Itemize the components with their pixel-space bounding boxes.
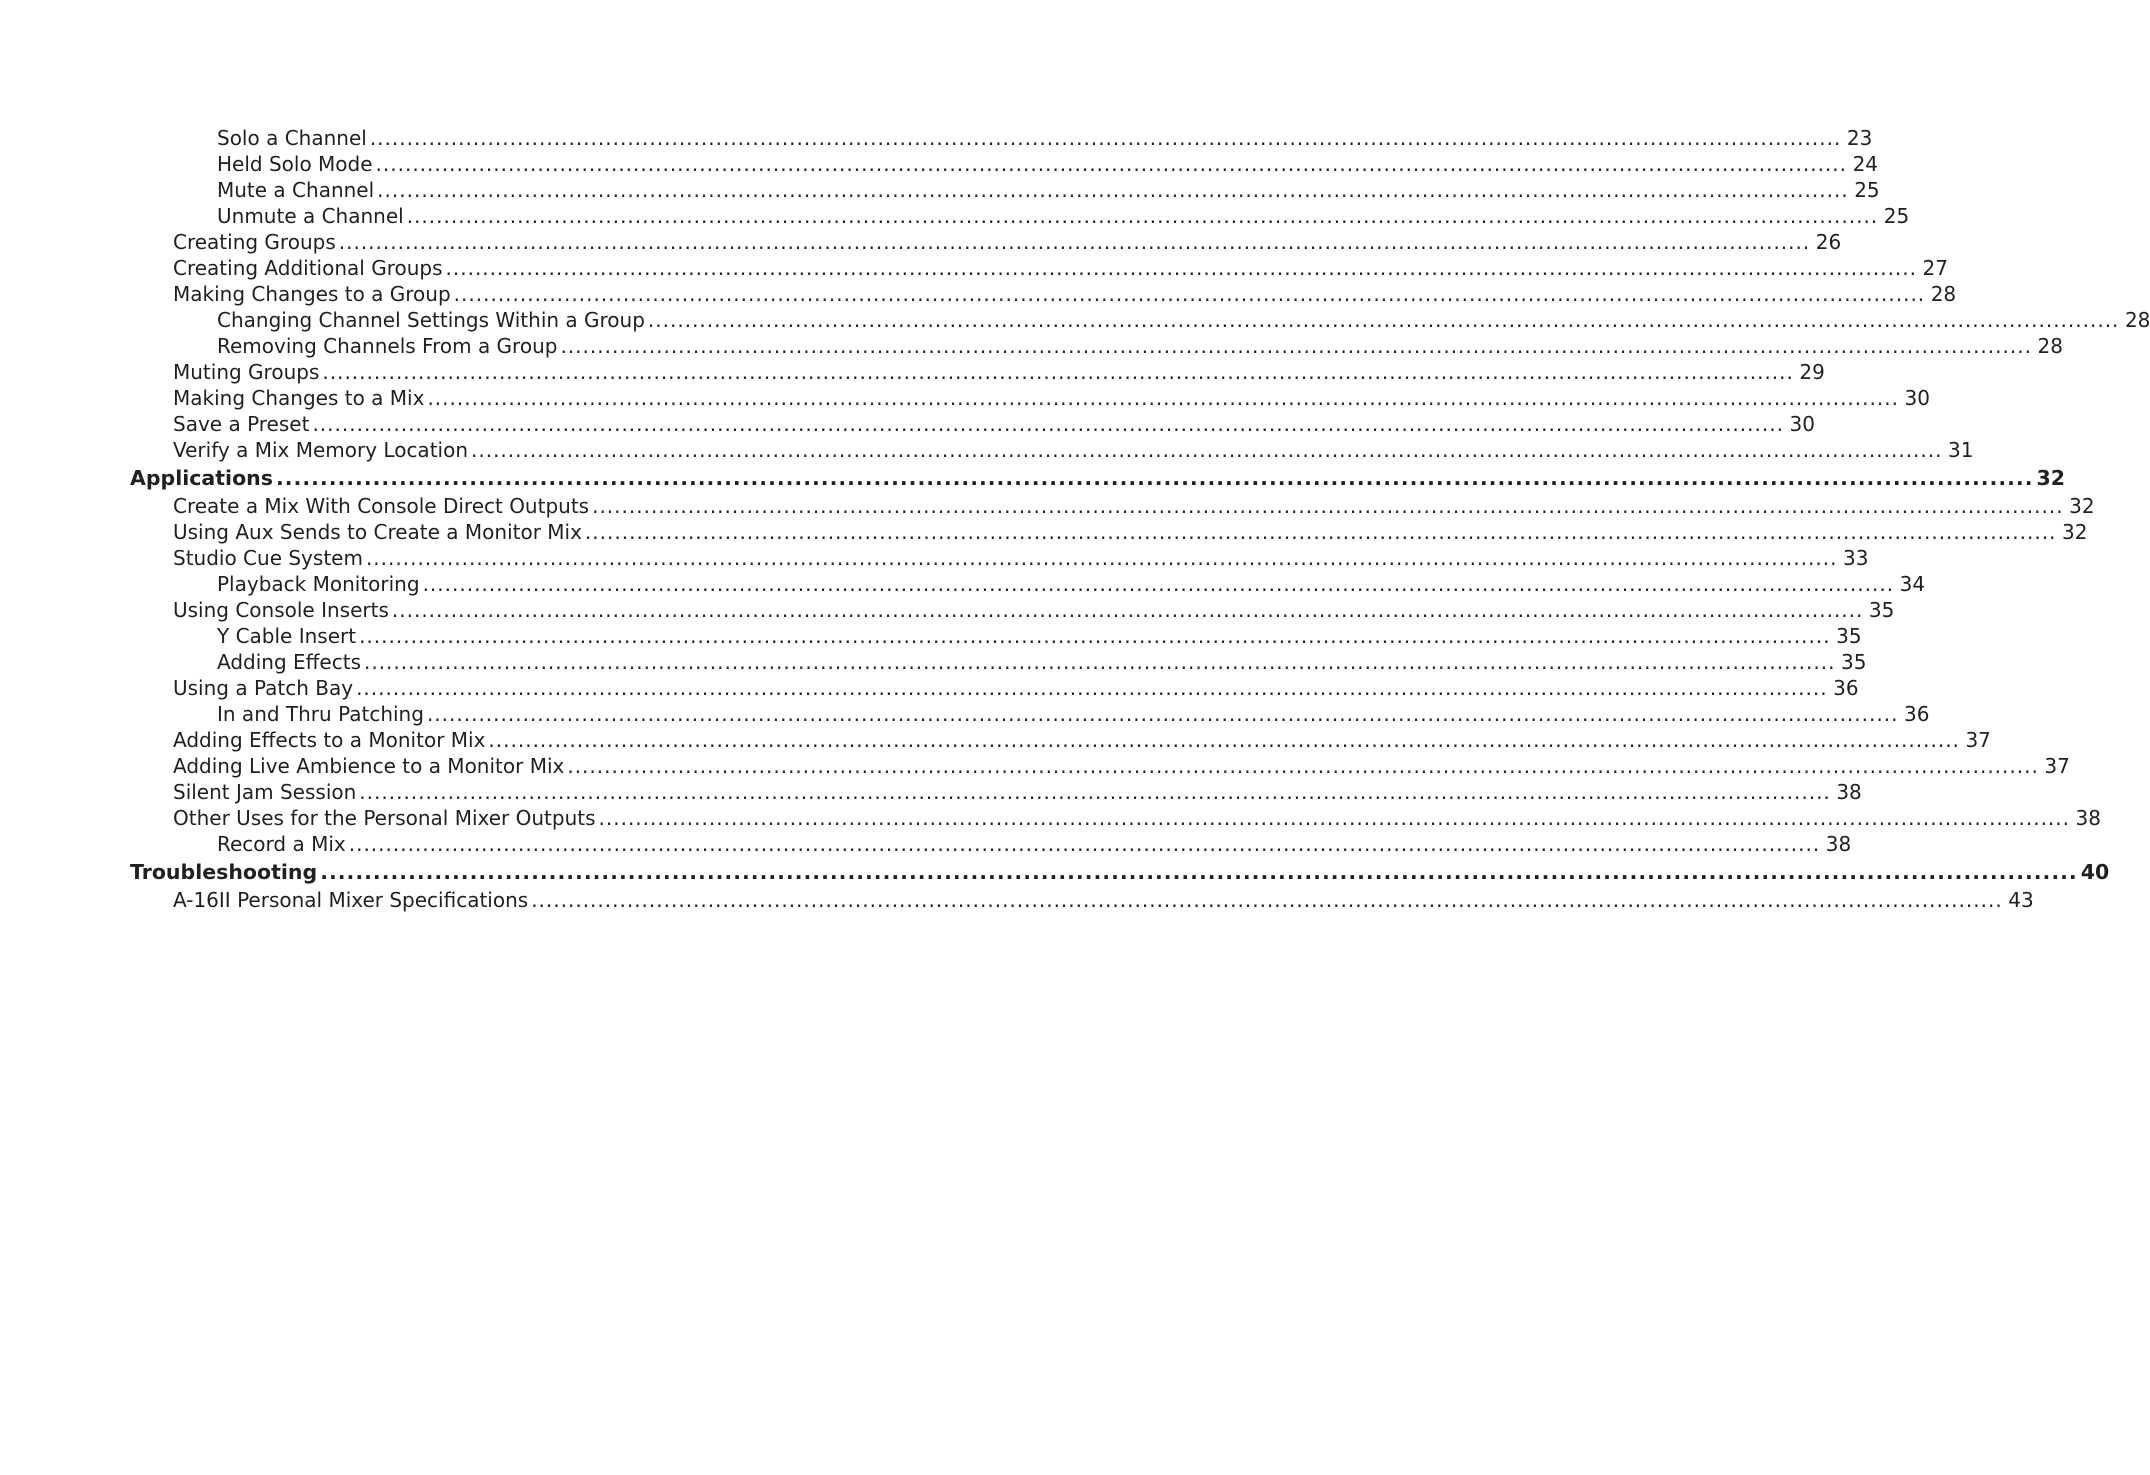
toc-entry-page: 34 xyxy=(1899,572,1926,596)
toc-dot-leader: ........................................................................................................................................................................................................ xyxy=(359,624,1831,648)
toc-entry[interactable] xyxy=(130,675,1859,701)
toc-entry-page: 30 xyxy=(1904,386,1930,410)
toc-entry[interactable] xyxy=(130,858,2110,887)
toc-entry[interactable] xyxy=(130,333,2063,359)
toc-dot-leader: ........................................................................................................................................................................................................ xyxy=(338,230,1811,254)
table-of-contents xyxy=(130,125,2150,913)
toc-entry-page: 31 xyxy=(1948,438,1974,462)
toc-entry-title: Create a Mix With Console Direct Outputs xyxy=(173,494,590,518)
toc-dot-leader: ........................................................................................................................................................................................................ xyxy=(422,572,1895,596)
toc-entry-title: Muting Groups xyxy=(173,360,320,384)
toc-dot-leader: ........................................................................................................................................................................................................ xyxy=(453,282,1926,306)
toc-entry-title: Removing Channels From a Group xyxy=(217,334,558,358)
toc-dot-leader: ........................................................................................................................................................................................................ xyxy=(488,728,1960,752)
toc-entry-page: 35 xyxy=(1868,598,1895,622)
toc-entry[interactable] xyxy=(130,887,2034,913)
toc-entry-page: 32 xyxy=(2061,520,2088,544)
toc-entry[interactable] xyxy=(130,359,1825,385)
toc-dot-leader: ........................................................................................................................................................................................................ xyxy=(567,754,2039,778)
toc-entry-title: Creating Groups xyxy=(173,230,336,254)
toc-entry-page: 37 xyxy=(1965,728,1991,752)
toc-entry-page: 30 xyxy=(1789,412,1815,436)
toc-entry-title: Changing Channel Settings Within a Group xyxy=(217,308,645,332)
toc-entry-page: 25 xyxy=(1854,178,1880,202)
toc-entry-page: 38 xyxy=(1836,780,1862,804)
toc-entry[interactable] xyxy=(130,307,2150,333)
toc-entry-page: 23 xyxy=(1846,126,1873,150)
toc-entry-title: Using Console Inserts xyxy=(173,598,389,622)
toc-entry-title: Unmute a Channel xyxy=(217,204,404,228)
toc-entry-title: Playback Monitoring xyxy=(217,572,420,596)
toc-entry-title: Using Aux Sends to Create a Monitor Mix xyxy=(173,520,582,544)
toc-dot-leader: ........................................................................................................................................................................................................ xyxy=(375,152,1848,176)
toc-entry[interactable] xyxy=(130,464,2066,493)
toc-entry-page: 38 xyxy=(2075,806,2101,830)
toc-dot-leader: ........................................................................................................................................................................................................ xyxy=(391,598,1864,622)
toc-entry-page: 38 xyxy=(1825,832,1852,856)
toc-entry-page: 32 xyxy=(2069,494,2095,518)
toc-entry-title: Adding Effects xyxy=(217,650,361,674)
toc-entry-title: Silent Jam Session xyxy=(173,780,357,804)
toc-entry[interactable] xyxy=(130,385,1930,411)
toc-dot-leader: ........................................................................................................................................................................................................ xyxy=(312,412,1784,436)
toc-entry-title: Verify a Mix Memory Location xyxy=(173,438,468,462)
toc-dot-leader: ........................................................................................................................................................................................................ xyxy=(359,780,1831,804)
toc-dot-leader: ........................................................................................................................................................................................................ xyxy=(369,126,1842,150)
toc-entry[interactable] xyxy=(130,125,1873,151)
toc-entry-page: 28 xyxy=(2037,334,2063,358)
toc-entry-page: 40 xyxy=(2080,860,2110,884)
toc-entry-title: Y Cable Insert xyxy=(217,624,357,648)
toc-entry-title: Adding Live Ambience to a Monitor Mix xyxy=(173,754,565,778)
toc-entry-title: Mute a Channel xyxy=(217,178,375,202)
toc-entry-title: Other Uses for the Personal Mixer Outputs xyxy=(173,806,596,830)
toc-entry[interactable] xyxy=(130,151,1879,177)
toc-dot-leader: ........................................................................................................................................................................................................ xyxy=(445,256,1917,280)
toc-entry[interactable] xyxy=(130,281,1957,307)
toc-dot-leader: ........................................................................................................................................................................................................ xyxy=(647,308,2120,332)
toc-entry-page: 43 xyxy=(2008,888,2034,912)
toc-entry[interactable] xyxy=(130,571,1926,597)
toc-entry[interactable] xyxy=(130,649,1867,675)
toc-entry-title: Record a Mix xyxy=(217,832,346,856)
toc-entry-title: Making Changes to a Group xyxy=(173,282,451,306)
toc-entry[interactable] xyxy=(130,203,1910,229)
toc-dot-leader: ........................................................................................................................................................................................................ xyxy=(592,494,2064,518)
toc-entry-page: 36 xyxy=(1833,676,1859,700)
toc-entry-title: A-16II Personal Mixer Specifications xyxy=(173,888,529,912)
toc-entry-page: 32 xyxy=(2036,466,2066,490)
toc-dot-leader: ........................................................................................................................................................................................................ xyxy=(531,888,2003,912)
toc-entry-title: Adding Effects to a Monitor Mix xyxy=(173,728,486,752)
toc-entry-title: Save a Preset xyxy=(173,412,310,436)
toc-entry[interactable] xyxy=(130,255,1948,281)
toc-dot-leader: ........................................................................................................................................................................................................ xyxy=(365,546,1838,570)
toc-dot-leader: ........................................................................................................................................................................................................ xyxy=(560,334,2032,358)
toc-entry[interactable] xyxy=(130,805,2101,831)
toc-dot-leader: ........................................................................................................................................................................................................ xyxy=(320,860,2078,884)
toc-entry[interactable] xyxy=(130,437,1974,463)
toc-dot-leader: ........................................................................................................................................................................................................ xyxy=(598,806,2070,830)
toc-entry-title: Held Solo Mode xyxy=(217,152,373,176)
toc-dot-leader: ........................................................................................................................................................................................................ xyxy=(348,832,1821,856)
toc-dot-leader: ........................................................................................................................................................................................................ xyxy=(426,702,1899,726)
toc-entry-page: 37 xyxy=(2044,754,2070,778)
toc-entry-page: 26 xyxy=(1815,230,1842,254)
toc-dot-leader: ........................................................................................................................................................................................................ xyxy=(584,520,2057,544)
toc-entry-title: Using a Patch Bay xyxy=(173,676,354,700)
toc-entry[interactable] xyxy=(130,727,1991,753)
toc-entry-page: 27 xyxy=(1922,256,1948,280)
toc-entry-page: 29 xyxy=(1799,360,1825,384)
toc-entry-title: Troubleshooting xyxy=(130,860,318,884)
toc-entry-page: 33 xyxy=(1842,546,1869,570)
toc-entry[interactable] xyxy=(130,753,2070,779)
toc-entry-title: Making Changes to a Mix xyxy=(173,386,425,410)
toc-entry-page: 35 xyxy=(1841,650,1867,674)
toc-dot-leader: ........................................................................................................................................................................................................ xyxy=(322,360,1794,384)
toc-entry[interactable] xyxy=(130,779,1862,805)
toc-entry[interactable] xyxy=(130,831,1852,857)
toc-dot-leader: ........................................................................................................................................................................................................ xyxy=(471,438,1943,462)
toc-entry-page: 36 xyxy=(1903,702,1930,726)
toc-entry[interactable] xyxy=(130,597,1895,623)
toc-dot-leader: ........................................................................................................................................................................................................ xyxy=(377,178,1849,202)
toc-entry-title: Studio Cue System xyxy=(173,546,363,570)
toc-dot-leader: ........................................................................................................................................................................................................ xyxy=(356,676,1828,700)
toc-entry[interactable] xyxy=(130,519,2088,545)
toc-entry-title: Creating Additional Groups xyxy=(173,256,443,280)
toc-entry-page: 28 xyxy=(1930,282,1957,306)
toc-entry-page: 35 xyxy=(1836,624,1862,648)
toc-entry-title: Applications xyxy=(130,466,273,490)
toc-dot-leader: ........................................................................................................................................................................................................ xyxy=(406,204,1879,228)
toc-entry[interactable] xyxy=(130,229,1842,255)
toc-entry-title: Solo a Channel xyxy=(217,126,367,150)
toc-entry-title: In and Thru Patching xyxy=(217,702,424,726)
toc-entry-page: 24 xyxy=(1852,152,1879,176)
toc-entry[interactable] xyxy=(130,545,1869,571)
toc-entry[interactable] xyxy=(130,701,1930,727)
toc-entry[interactable] xyxy=(130,623,1862,649)
toc-entry-page: 25 xyxy=(1883,204,1910,228)
toc-entry[interactable] xyxy=(130,177,1880,203)
toc-dot-leader: ........................................................................................................................................................................................................ xyxy=(275,466,2034,490)
toc-entry[interactable] xyxy=(130,411,1815,437)
toc-dot-leader: ........................................................................................................................................................................................................ xyxy=(363,650,1836,674)
toc-entry-page: 28 xyxy=(2124,308,2150,332)
toc-entry[interactable] xyxy=(130,493,2095,519)
toc-dot-leader: ........................................................................................................................................................................................................ xyxy=(427,386,1899,410)
